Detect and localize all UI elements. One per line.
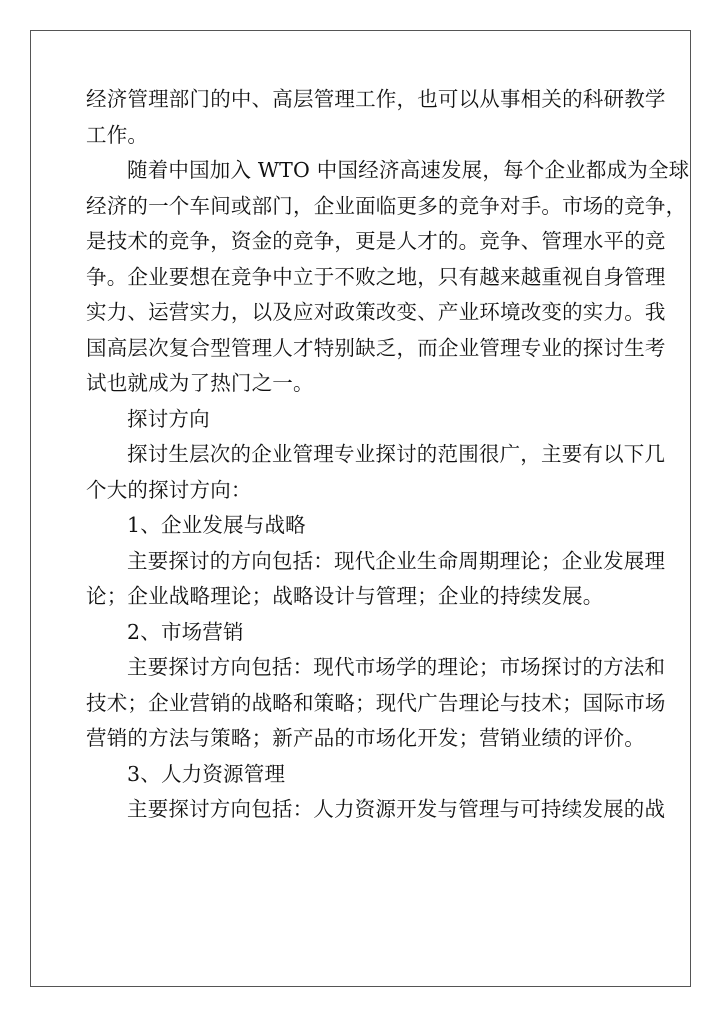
document-body — [86, 82, 690, 828]
paragraph-line: 国高层次复合型管理人才特别缺乏，而企业管理专业的探讨生考 — [86, 335, 666, 360]
paragraph-line: 经济的一个车间或部门，企业面临更多的竞争对手。市场的竞争， — [86, 193, 687, 218]
paragraph-line: 技术；企业营销的战略和策略；现代广告理论与技术；国际市场 — [86, 690, 666, 715]
paragraph-line: 随着中国加入 WTO 中国经济高速发展，每个企业都成为全球 — [127, 158, 690, 182]
paragraph-line: 主要探讨方向包括：现代市场学的理论；市场探讨的方法和 — [127, 655, 666, 679]
paragraph-line: 论；企业战略理论；战略设计与管理；企业的持续发展。 — [86, 584, 604, 608]
paragraph-line: 试也就成为了热门之一。 — [86, 371, 314, 395]
paragraph-line: 探讨生层次的企业管理专业探讨的范围很广，主要有以下几 — [127, 442, 666, 466]
paragraph-line: 个大的探讨方向： — [86, 477, 252, 502]
paragraph-line: 工作。 — [86, 122, 149, 147]
section-heading: 探讨方向 — [127, 406, 210, 431]
section-heading: 2、市场营销 — [127, 619, 244, 644]
paragraph-line: 是技术的竞争，资金的竞争，更是人才的。竞争、管理水平的竞 — [86, 229, 666, 253]
section-heading: 3、人力资源管理 — [127, 761, 286, 786]
section-heading: 1、企业发展与战略 — [127, 513, 306, 537]
paragraph-line: 争。企业要想在竞争中立于不败之地，只有越来越重视自身管理 — [86, 264, 666, 289]
paragraph-line: 实力、运营实力，以及应对政策改变、产业环境改变的实力。我 — [86, 300, 666, 324]
paragraph-line: 营销的方法与策略；新产品的市场化开发；营销业绩的评价。 — [86, 726, 645, 750]
paragraph-line: 主要探讨的方向包括：现代企业生命周期理论；企业发展理 — [127, 548, 666, 573]
paragraph-line: 经济管理部门的中、高层管理工作，也可以从事相关的科研教学 — [86, 87, 666, 111]
paragraph-line: 主要探讨方向包括：人力资源开发与管理与可持续发展的战 — [127, 797, 666, 821]
